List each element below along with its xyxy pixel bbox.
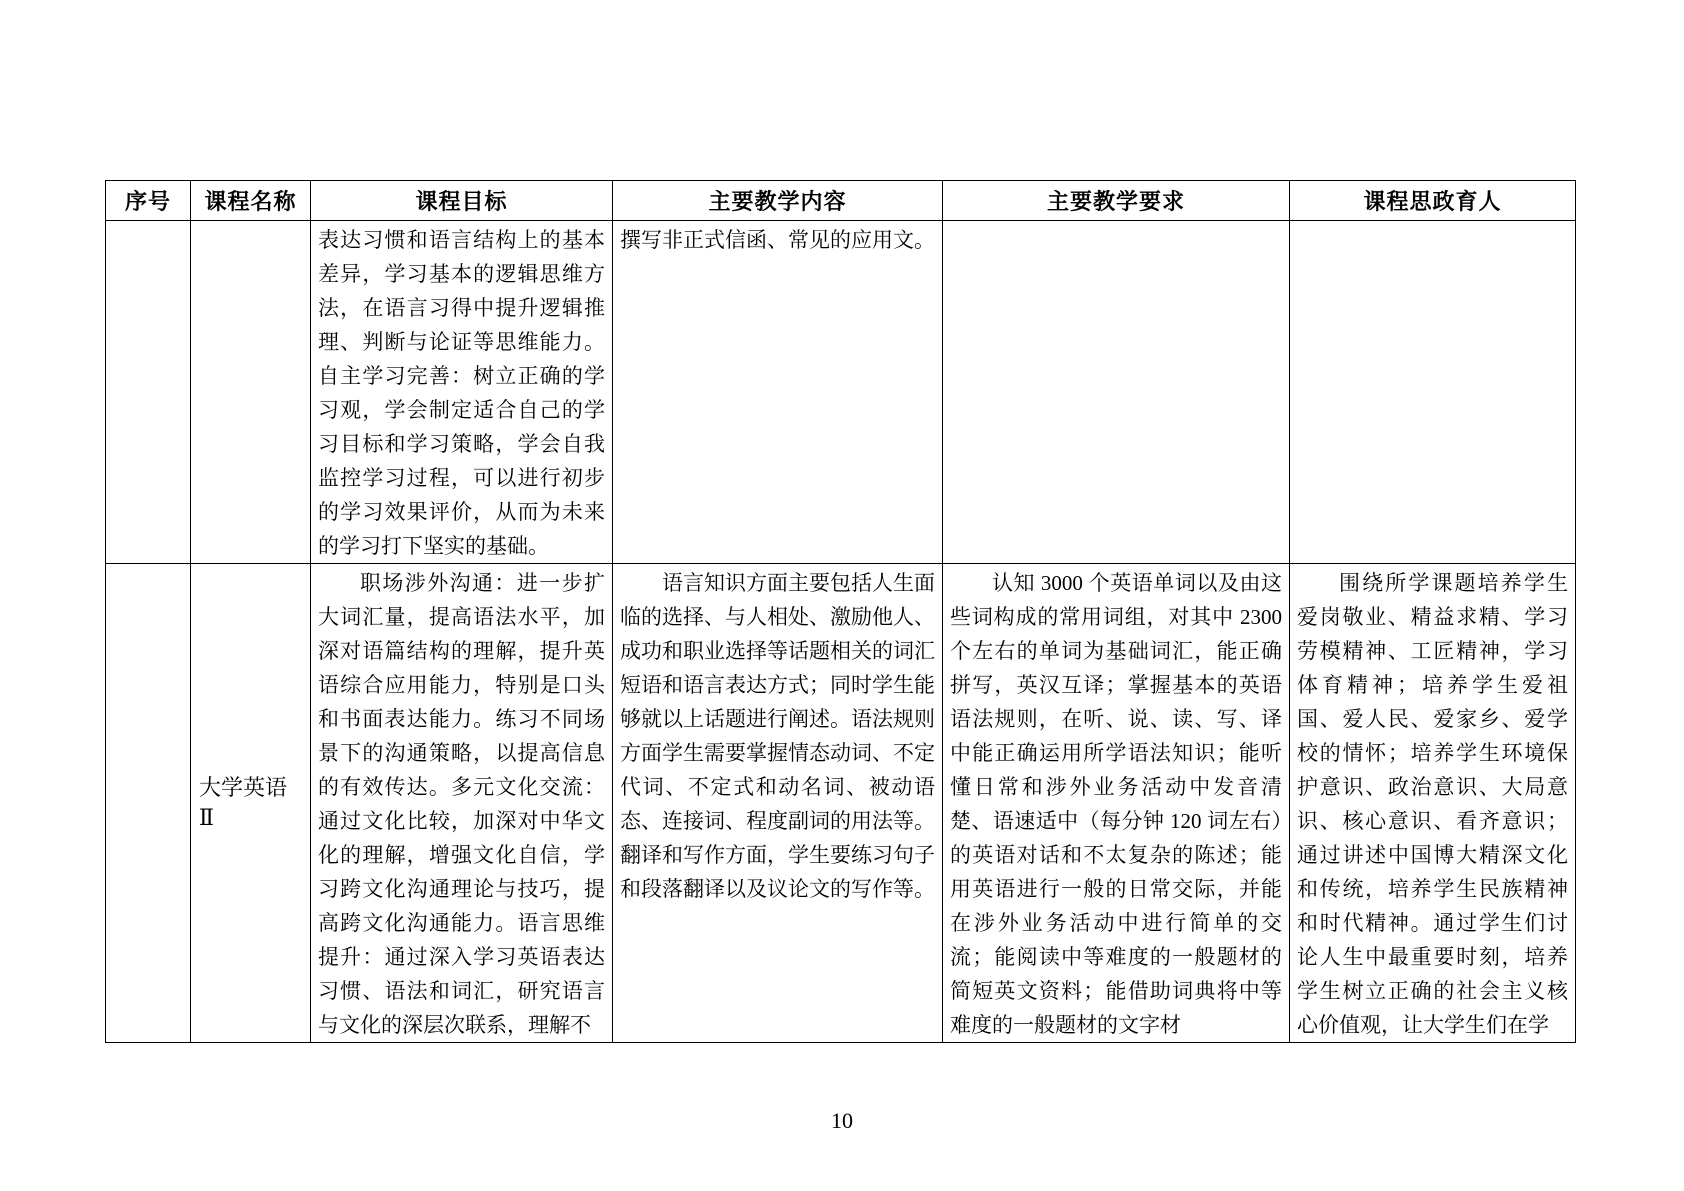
- col-header-ideology-education: 课程思政育人: [1290, 181, 1576, 221]
- course-syllabus-table: [105, 180, 1576, 1043]
- table-header-row: [106, 181, 1576, 221]
- cell-ideology-education: 围绕所学课题培养学生爱岗敬业、精益求精、学习劳模精神、工匠精神，学习体育精神；培养学生爱祖国、爱人民、爱家乡、爱学校的情怀；培养学生环境保护意识、政治意识、大局意识、核心意识、看齐意识；通过讲述中国博大精深文化和传统，培养学生民族精神和时代精神。通过学生们讨论人生中最重要时刻，培养学生树立正确的社会主义核心价值观，让大学生们在学: [1290, 564, 1576, 1043]
- cell-teaching-requirements: 认知 3000 个英语单词以及由这些词构成的常用词组，对其中 2300 个左右的单词为基础词汇，能正确拼写，英汉互译；掌握基本的英语语法规则，在听、说、读、写、译中能正确运用所学语法知识；能听懂日常和涉外业务活动中发音清楚、语速适中（每分钟 120 词左右）的英语对话和不太复杂的陈述；能用英语进行一般的日常交际，并能在涉外业务活动中进行简单的交流；能阅读中等难度的一般题材的简短英文资料；能借助词典将中等难度的一般题材的文字材: [943, 564, 1290, 1043]
- table-row: [106, 564, 1576, 1043]
- course-name-line: Ⅱ: [199, 805, 214, 830]
- col-header-course-name: 课程名称: [191, 181, 311, 221]
- page-number: 10: [831, 1108, 853, 1133]
- cell-teaching-content: 撰写非正式信函、常见的应用文。: [613, 221, 943, 564]
- cell-course-objectives: 职场涉外沟通：进一步扩大词汇量，提高语法水平，加深对语篇结构的理解，提升英语综合应用能力，特别是口头和书面表达能力。练习不同场景下的沟通策略，以提高信息的有效传达。多元文化交流：通过文化比较，加深对中华文化的理解，增强文化自信，学习跨文化沟通理论与技巧，提高跨文化沟通能力。语言思维提升：通过深入学习英语表达习惯、语法和词汇，研究语言与文化的深层次联系，理解不: [311, 564, 613, 1043]
- cell-seq: [106, 564, 191, 1043]
- col-header-teaching-requirements: 主要教学要求: [943, 181, 1290, 221]
- course-name-line: 大学英语: [199, 775, 288, 800]
- cell-teaching-content: 语言知识方面主要包括人生面临的选择、与人相处、激励他人、成功和职业选择等话题相关的词汇短语和语言表达方式；同时学生能够就以上话题进行阐述。语法规则方面学生需要掌握情态动词、不定代词、不定式和动名词、被动语态、连接词、程度副词的用法等。翻译和写作方面，学生要练习句子和段落翻译以及议论文的写作等。: [613, 564, 943, 1043]
- col-header-course-objectives: 课程目标: [311, 181, 613, 221]
- col-header-seq: 序号: [106, 181, 191, 221]
- cell-teaching-requirements: [943, 221, 1290, 564]
- cell-ideology-education: [1290, 221, 1576, 564]
- cell-seq: [106, 221, 191, 564]
- table-row: [106, 221, 1576, 564]
- cell-course-name: [191, 564, 311, 1043]
- cell-course-name: [191, 221, 311, 564]
- cell-course-objectives: 表达习惯和语言结构上的基本差异，学习基本的逻辑思维方法，在语言习得中提升逻辑推理、判断与论证等思维能力。自主学习完善：树立正确的学习观，学会制定适合自己的学习目标和学习策略，学会自我监控学习过程，可以进行初步的学习效果评价，从而为未来的学习打下坚实的基础。: [311, 221, 613, 564]
- col-header-teaching-content: 主要教学内容: [613, 181, 943, 221]
